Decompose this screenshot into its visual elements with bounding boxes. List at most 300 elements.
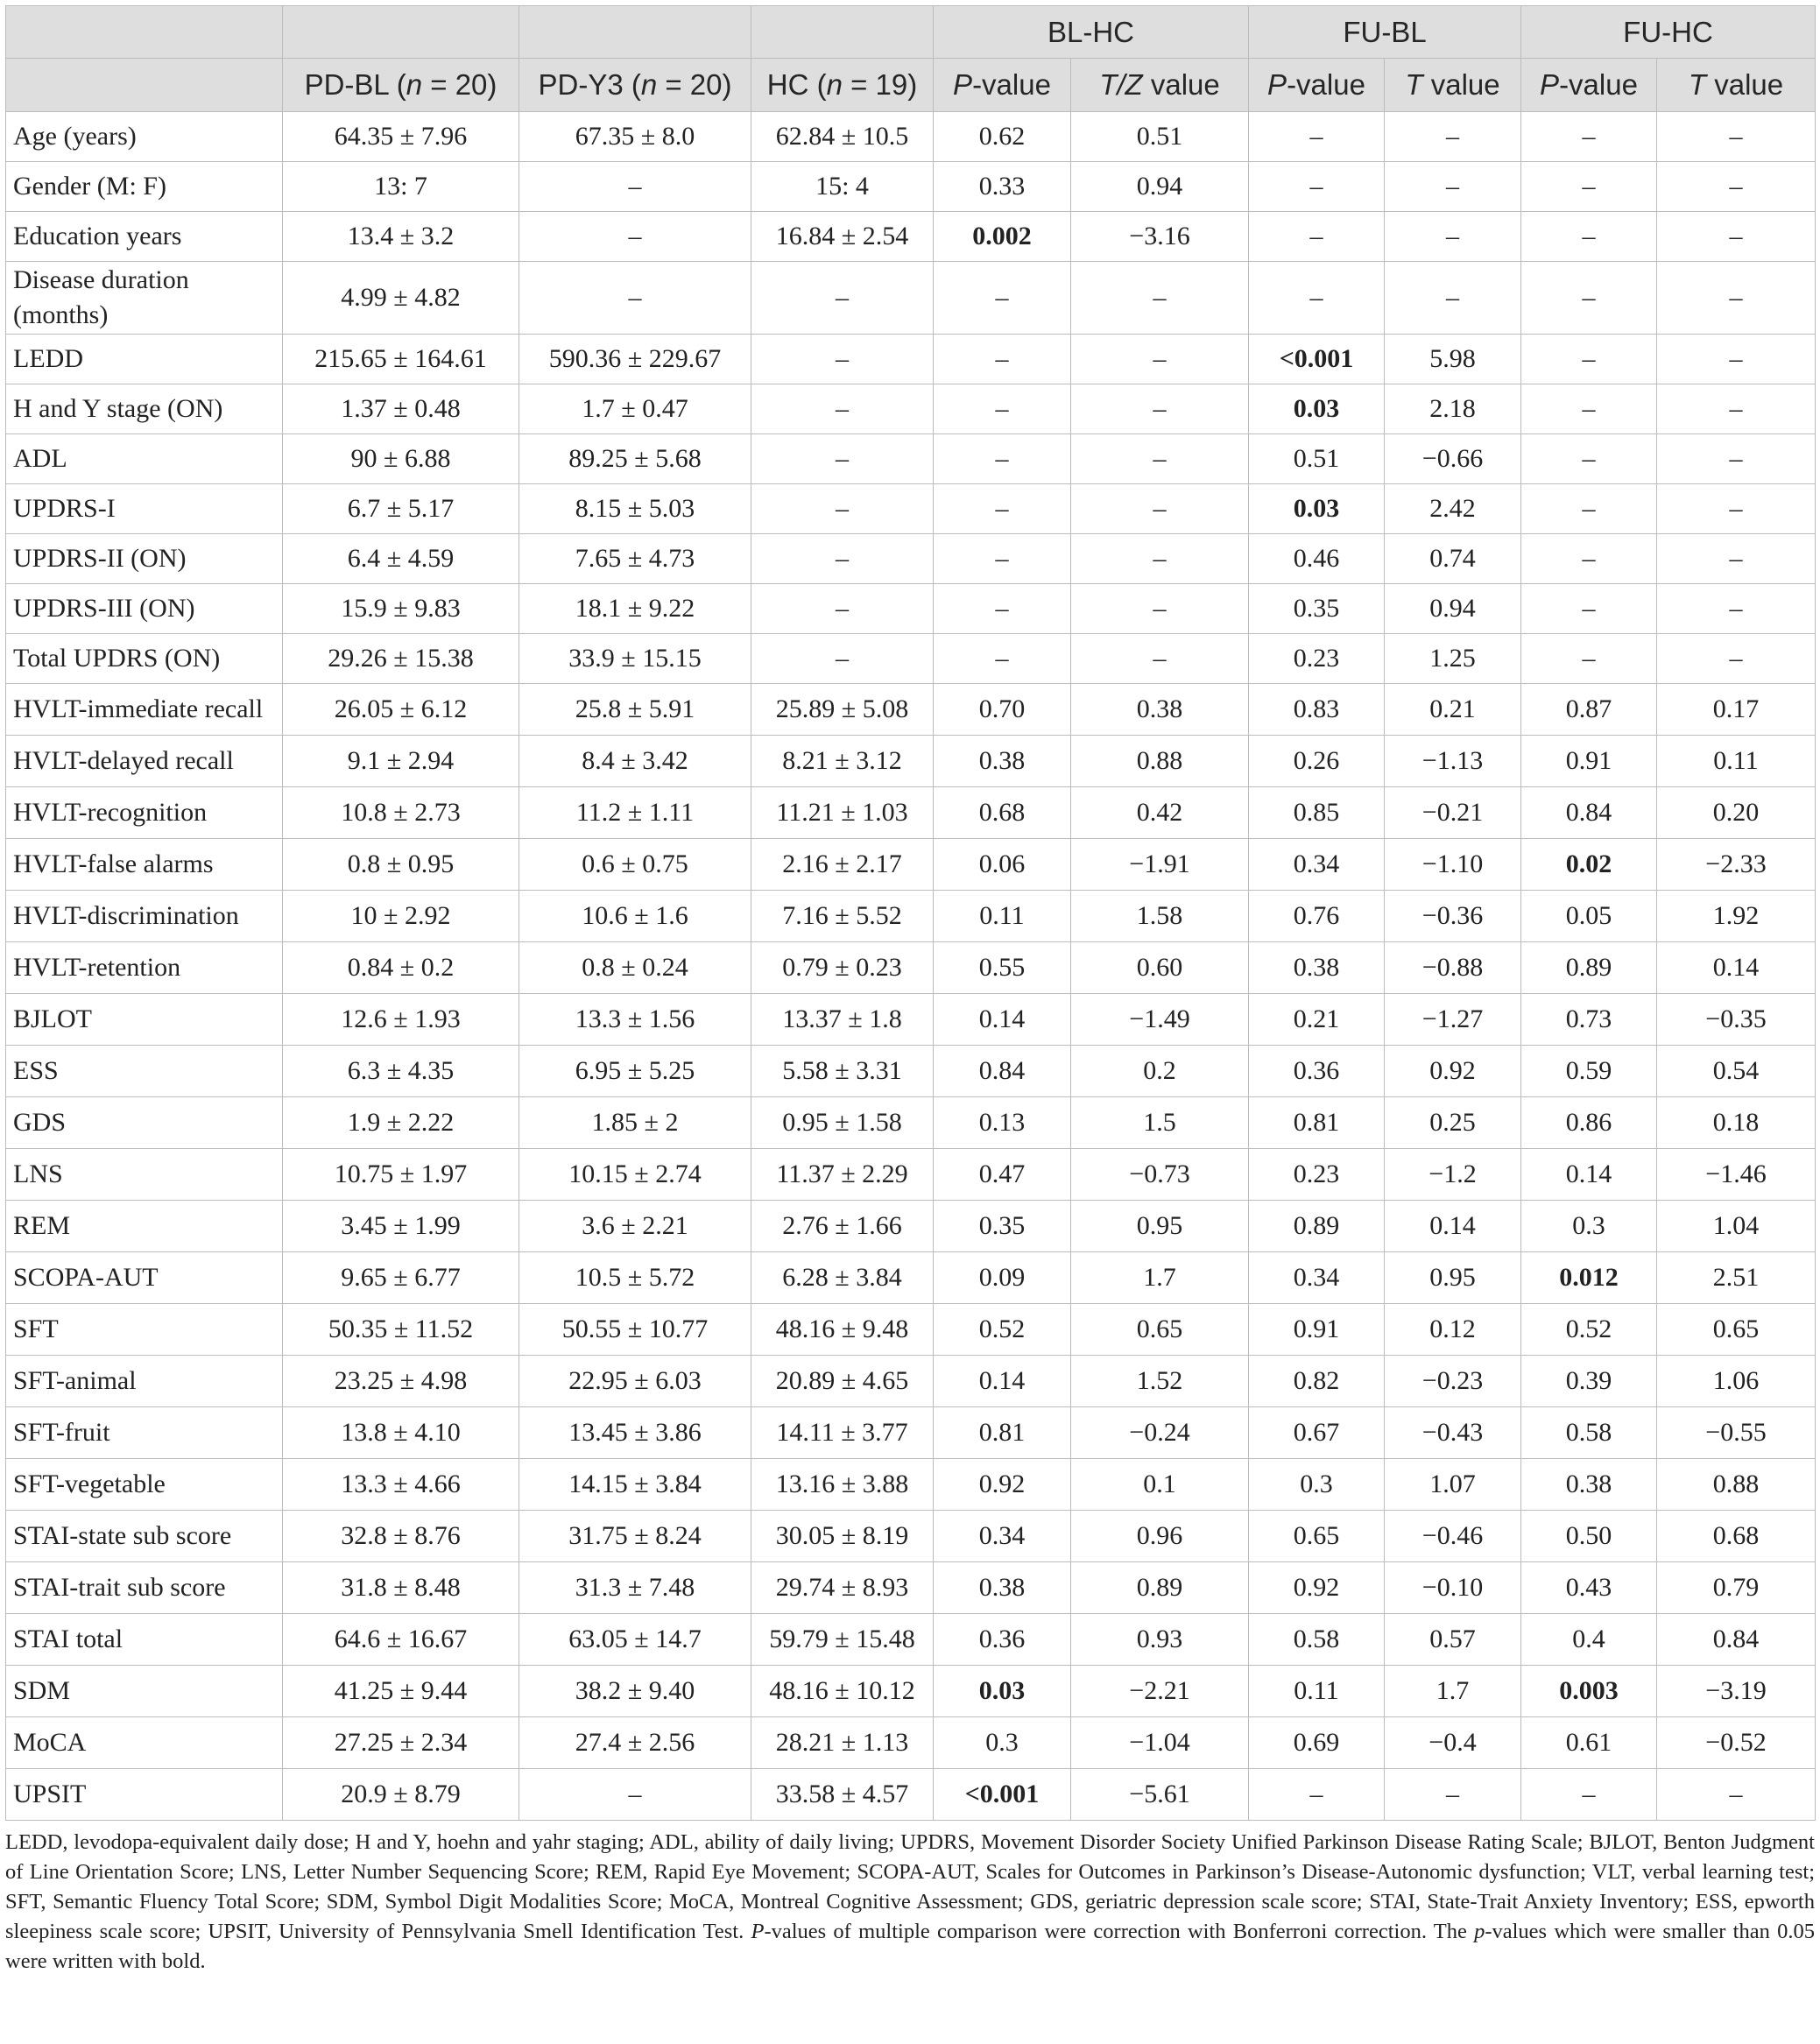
table-cell: 0.03 (1249, 384, 1385, 434)
table-cell: 0.12 (1385, 1304, 1521, 1356)
table-cell: 50.35 ± 11.52 (283, 1304, 519, 1356)
table-cell: 25.89 ± 5.08 (751, 684, 934, 736)
table-cell: 0.3 (1521, 1201, 1657, 1252)
column-header-text: = 19) (842, 68, 918, 101)
table-cell: 0.05 (1521, 891, 1657, 942)
table-cell: 7.65 ± 4.73 (519, 534, 751, 584)
column-header-text: value (1422, 68, 1500, 101)
table-cell: 0.89 (1249, 1201, 1385, 1252)
table-cell: – (1521, 584, 1657, 634)
table-cell: 0.65 (1657, 1304, 1816, 1356)
table-cell: – (1521, 262, 1657, 335)
table-cell: 4.99 ± 4.82 (283, 262, 519, 335)
table-cell: 0.84 ± 0.2 (283, 942, 519, 994)
header-blank-cell (283, 6, 519, 59)
row-label: SCOPA-AUT (6, 1252, 283, 1304)
table-cell: 590.36 ± 229.67 (519, 335, 751, 384)
table-cell: −1.2 (1385, 1149, 1521, 1201)
table-cell: – (1071, 335, 1249, 384)
table-cell: 6.4 ± 4.59 (283, 534, 519, 584)
table-cell: – (934, 335, 1071, 384)
row-label: HVLT-false alarms (6, 839, 283, 891)
row-label: UPDRS-I (6, 484, 283, 534)
table-cell: – (934, 384, 1071, 434)
table-cell: 0.96 (1071, 1511, 1249, 1562)
table-cell: 0.8 ± 0.24 (519, 942, 751, 994)
table-cell: −2.21 (1071, 1666, 1249, 1717)
table-cell: – (1657, 335, 1816, 384)
header-group-fu-bl: FU-BL (1249, 6, 1521, 59)
table-cell: 0.11 (1249, 1666, 1385, 1717)
table-cell: 10.5 ± 5.72 (519, 1252, 751, 1304)
table-cell: 0.14 (1657, 942, 1816, 994)
table-cell: 13.45 ± 3.86 (519, 1407, 751, 1459)
table-cell: 1.04 (1657, 1201, 1816, 1252)
table-cell: 20.9 ± 8.79 (283, 1769, 519, 1821)
table-cell: – (934, 262, 1071, 335)
table-cell: 0.35 (934, 1201, 1071, 1252)
table-cell: – (1071, 384, 1249, 434)
table-row (6, 891, 1816, 942)
table-row (6, 1149, 1816, 1201)
table-cell: – (1657, 434, 1816, 484)
table-cell: 0.76 (1249, 891, 1385, 942)
table-cell: 41.25 ± 9.44 (283, 1666, 519, 1717)
table-cell: 13.37 ± 1.8 (751, 994, 934, 1046)
column-header-text: -value (1559, 68, 1638, 101)
column-header-italic: n (640, 68, 658, 101)
table-cell: 30.05 ± 8.19 (751, 1511, 934, 1562)
table-cell: – (1521, 634, 1657, 684)
footnote-text: -values of multiple comparison were correction with Bonferroni correction. The (764, 1920, 1475, 1943)
table-cell: 2.76 ± 1.66 (751, 1201, 934, 1252)
column-header-italic: n (406, 68, 423, 101)
table-cell: 1.37 ± 0.48 (283, 384, 519, 434)
table-cell: −1.04 (1071, 1717, 1249, 1769)
table-row (6, 942, 1816, 994)
table-cell: −0.66 (1385, 434, 1521, 484)
table-cell: 13.3 ± 1.56 (519, 994, 751, 1046)
table-cell: 0.81 (934, 1407, 1071, 1459)
table-cell: – (1385, 262, 1521, 335)
table-cell: 10.8 ± 2.73 (283, 787, 519, 839)
table-cell: 0.14 (1385, 1201, 1521, 1252)
table-cell: 8.21 ± 3.12 (751, 736, 934, 787)
row-label: Gender (M: F) (6, 162, 283, 212)
column-header (1521, 59, 1657, 112)
table-cell: – (1657, 384, 1816, 434)
table-cell: 0.55 (934, 942, 1071, 994)
table-cell: 6.28 ± 3.84 (751, 1252, 934, 1304)
table-cell: −0.73 (1071, 1149, 1249, 1201)
table-footnote (5, 1828, 1815, 1977)
table-cell: 0.06 (934, 839, 1071, 891)
table-cell: 15.9 ± 9.83 (283, 584, 519, 634)
table-cell: – (934, 634, 1071, 684)
row-label: SFT-animal (6, 1356, 283, 1407)
table-cell: – (1249, 262, 1385, 335)
row-label: ADL (6, 434, 283, 484)
data-table (5, 5, 1816, 1821)
table-cell: – (1521, 162, 1657, 212)
table-cell: – (1071, 434, 1249, 484)
column-header (1385, 59, 1521, 112)
column-header-text: = 20) (422, 68, 497, 101)
table-cell: 0.89 (1071, 1562, 1249, 1614)
table-cell: 2.42 (1385, 484, 1521, 534)
table-container (5, 5, 1815, 1821)
column-header-text: HC ( (766, 68, 827, 101)
table-cell: 64.35 ± 7.96 (283, 112, 519, 162)
table-cell: 0.84 (1521, 787, 1657, 839)
table-cell: 10 ± 2.92 (283, 891, 519, 942)
table-cell: 1.7 (1385, 1666, 1521, 1717)
row-label: HVLT-discrimination (6, 891, 283, 942)
row-label: HVLT-immediate recall (6, 684, 283, 736)
table-cell: 0.95 (1385, 1252, 1521, 1304)
column-header-italic: T (1688, 68, 1707, 101)
table-cell: 0.70 (934, 684, 1071, 736)
table-cell: 38.2 ± 9.40 (519, 1666, 751, 1717)
table-cell: – (1071, 262, 1249, 335)
table-cell: 0.18 (1657, 1097, 1816, 1149)
table-cell: – (1657, 212, 1816, 262)
table-cell: −0.24 (1071, 1407, 1249, 1459)
footnote-text: -values which were smaller than 0.05 were written with bold. (5, 1920, 1815, 1973)
table-cell: −1.27 (1385, 994, 1521, 1046)
table-cell: 9.1 ± 2.94 (283, 736, 519, 787)
table-row (6, 162, 1816, 212)
table-cell: – (1071, 534, 1249, 584)
table-cell: 18.1 ± 9.22 (519, 584, 751, 634)
header-group-fu-hc: FU-HC (1521, 6, 1816, 59)
table-cell: 0.85 (1249, 787, 1385, 839)
column-header-italic: P (1540, 68, 1560, 101)
table-cell: 1.85 ± 2 (519, 1097, 751, 1149)
table-row (6, 1769, 1816, 1821)
table-cell: 1.07 (1385, 1459, 1521, 1511)
table-cell: 0.23 (1249, 1149, 1385, 1201)
column-header-text: value (1706, 68, 1784, 101)
table-cell: 0.13 (934, 1097, 1071, 1149)
table-cell: 0.33 (934, 162, 1071, 212)
table-cell: – (1249, 1769, 1385, 1821)
header-group-row (6, 6, 1816, 59)
column-header-italic: T/Z (1099, 68, 1143, 101)
table-row (6, 1511, 1816, 1562)
table-row (6, 384, 1816, 434)
table-cell: 1.06 (1657, 1356, 1816, 1407)
table-cell: 0.23 (1249, 634, 1385, 684)
table-cell: 63.05 ± 14.7 (519, 1614, 751, 1666)
header-blank-cell (519, 6, 751, 59)
column-header-text: = 20) (657, 68, 732, 101)
table-cell: 0.58 (1249, 1614, 1385, 1666)
table-cell: – (519, 212, 751, 262)
table-cell: – (1657, 112, 1816, 162)
table-cell: 0.43 (1521, 1562, 1657, 1614)
table-cell: 0.59 (1521, 1046, 1657, 1097)
table-cell: 0.11 (1657, 736, 1816, 787)
table-cell: 0.8 ± 0.95 (283, 839, 519, 891)
table-cell: 22.95 ± 6.03 (519, 1356, 751, 1407)
table-cell: 12.6 ± 1.93 (283, 994, 519, 1046)
table-cell: 0.86 (1521, 1097, 1657, 1149)
row-label: UPSIT (6, 1769, 283, 1821)
table-cell: – (1071, 484, 1249, 534)
table-cell: 33.9 ± 15.15 (519, 634, 751, 684)
table-cell: −1.49 (1071, 994, 1249, 1046)
table-cell: −1.13 (1385, 736, 1521, 787)
table-cell: 0.84 (1657, 1614, 1816, 1666)
table-cell: 0.95 ± 1.58 (751, 1097, 934, 1149)
table-cell: 0.38 (934, 736, 1071, 787)
table-cell: – (1385, 162, 1521, 212)
table-cell: 32.8 ± 8.76 (283, 1511, 519, 1562)
table-cell: 0.02 (1521, 839, 1657, 891)
table-cell: 27.4 ± 2.56 (519, 1717, 751, 1769)
table-cell: 13.3 ± 4.66 (283, 1459, 519, 1511)
table-cell: 2.18 (1385, 384, 1521, 434)
table-cell: 67.35 ± 8.0 (519, 112, 751, 162)
table-row (6, 212, 1816, 262)
table-cell: 0.25 (1385, 1097, 1521, 1149)
table-cell: 0.92 (1249, 1562, 1385, 1614)
table-cell: 11.2 ± 1.11 (519, 787, 751, 839)
table-cell: 62.84 ± 10.5 (751, 112, 934, 162)
table-cell: 0.34 (1249, 839, 1385, 891)
table-cell: – (934, 584, 1071, 634)
table-cell: 59.79 ± 15.48 (751, 1614, 934, 1666)
table-cell: 0.3 (1249, 1459, 1385, 1511)
table-cell: 13.16 ± 3.88 (751, 1459, 934, 1511)
table-cell: 13.8 ± 4.10 (283, 1407, 519, 1459)
table-cell: −5.61 (1071, 1769, 1249, 1821)
table-row (6, 584, 1816, 634)
row-label: Total UPDRS (ON) (6, 634, 283, 684)
table-cell: 31.75 ± 8.24 (519, 1511, 751, 1562)
table-cell: <0.001 (934, 1769, 1071, 1821)
table-cell: 31.3 ± 7.48 (519, 1562, 751, 1614)
table-row (6, 1407, 1816, 1459)
table-cell: −0.46 (1385, 1511, 1521, 1562)
table-cell: – (519, 1769, 751, 1821)
table-cell: 0.14 (934, 1356, 1071, 1407)
table-cell: −0.21 (1385, 787, 1521, 839)
table-cell: 0.73 (1521, 994, 1657, 1046)
table-cell: −2.33 (1657, 839, 1816, 891)
table-cell: 0.79 (1657, 1562, 1816, 1614)
column-header (1249, 59, 1385, 112)
table-cell: – (1521, 112, 1657, 162)
table-cell: – (751, 384, 934, 434)
table-cell: 14.15 ± 3.84 (519, 1459, 751, 1511)
row-label: STAI-state sub score (6, 1511, 283, 1562)
row-label: H and Y stage (ON) (6, 384, 283, 434)
table-cell: 1.52 (1071, 1356, 1249, 1407)
table-row (6, 1252, 1816, 1304)
table-cell: 0.61 (1521, 1717, 1657, 1769)
table-cell: 0.21 (1249, 994, 1385, 1046)
table-cell: 0.62 (934, 112, 1071, 162)
table-cell: 27.25 ± 2.34 (283, 1717, 519, 1769)
table-cell: 8.4 ± 3.42 (519, 736, 751, 787)
table-cell: 11.21 ± 1.03 (751, 787, 934, 839)
column-header-italic: n (826, 68, 843, 101)
table-cell: 10.6 ± 1.6 (519, 891, 751, 942)
table-cell: 0.94 (1385, 584, 1521, 634)
table-cell: – (1521, 434, 1657, 484)
table-cell: 0.57 (1385, 1614, 1521, 1666)
table-cell: −1.10 (1385, 839, 1521, 891)
table-cell: 0.46 (1249, 534, 1385, 584)
row-label: SFT (6, 1304, 283, 1356)
table-cell: 0.38 (1249, 942, 1385, 994)
table-cell: 0.69 (1249, 1717, 1385, 1769)
table-cell: 215.65 ± 164.61 (283, 335, 519, 384)
table-cell: −1.46 (1657, 1149, 1816, 1201)
footnote-italic-p: P (751, 1920, 765, 1943)
table-cell: – (1521, 384, 1657, 434)
table-row (6, 634, 1816, 684)
table-cell: – (519, 162, 751, 212)
table-cell: 0.47 (934, 1149, 1071, 1201)
row-label: HVLT-recognition (6, 787, 283, 839)
table-cell: 1.58 (1071, 891, 1249, 942)
row-label: Age (years) (6, 112, 283, 162)
table-cell: 1.92 (1657, 891, 1816, 942)
table-cell: 0.93 (1071, 1614, 1249, 1666)
table-cell: – (934, 484, 1071, 534)
table-cell: 0.35 (1249, 584, 1385, 634)
table-row (6, 994, 1816, 1046)
table-cell: −3.16 (1071, 212, 1249, 262)
table-cell: 0.58 (1521, 1407, 1657, 1459)
table-cell: −0.35 (1657, 994, 1816, 1046)
table-cell: – (1521, 534, 1657, 584)
table-cell: – (1071, 634, 1249, 684)
table-cell: 90 ± 6.88 (283, 434, 519, 484)
table-cell: 23.25 ± 4.98 (283, 1356, 519, 1407)
table-cell: – (751, 262, 934, 335)
table-cell: 0.74 (1385, 534, 1521, 584)
table-cell: 0.60 (1071, 942, 1249, 994)
table-cell: 1.5 (1071, 1097, 1249, 1149)
table-cell: 26.05 ± 6.12 (283, 684, 519, 736)
table-cell: 29.26 ± 15.38 (283, 634, 519, 684)
table-cell: 0.79 ± 0.23 (751, 942, 934, 994)
row-label: SFT-vegetable (6, 1459, 283, 1511)
table-cell: 0.03 (1249, 484, 1385, 534)
row-label: HVLT-retention (6, 942, 283, 994)
table-cell: – (1657, 162, 1816, 212)
table-row (6, 484, 1816, 534)
table-row (6, 1097, 1816, 1149)
table-cell: 11.37 ± 2.29 (751, 1149, 934, 1201)
table-cell: 1.7 ± 0.47 (519, 384, 751, 434)
row-label: REM (6, 1201, 283, 1252)
table-cell: −0.4 (1385, 1717, 1521, 1769)
row-label: Disease duration (months) (6, 262, 283, 335)
table-cell: 15: 4 (751, 162, 934, 212)
table-cell: 0.68 (934, 787, 1071, 839)
table-cell: 50.55 ± 10.77 (519, 1304, 751, 1356)
table-row (6, 684, 1816, 736)
row-label: MoCA (6, 1717, 283, 1769)
table-cell: 0.84 (934, 1046, 1071, 1097)
table-cell: – (751, 634, 934, 684)
column-header-italic: T (1405, 68, 1423, 101)
table-cell: −0.36 (1385, 891, 1521, 942)
table-cell: −0.10 (1385, 1562, 1521, 1614)
footnote-italic-p: p (1474, 1920, 1485, 1943)
table-cell: 0.39 (1521, 1356, 1657, 1407)
table-cell: 0.26 (1249, 736, 1385, 787)
table-cell: 1.25 (1385, 634, 1521, 684)
table-cell: 0.67 (1249, 1407, 1385, 1459)
table-cell: 3.6 ± 2.21 (519, 1201, 751, 1252)
table-cell: – (1385, 112, 1521, 162)
table-cell: – (934, 434, 1071, 484)
row-label: STAI total (6, 1614, 283, 1666)
table-cell: 13.4 ± 3.2 (283, 212, 519, 262)
table-cell: 0.50 (1521, 1511, 1657, 1562)
table-cell: – (1521, 335, 1657, 384)
table-row (6, 534, 1816, 584)
table-cell: – (1071, 584, 1249, 634)
table-cell: 33.58 ± 4.57 (751, 1769, 934, 1821)
table-cell: – (751, 484, 934, 534)
table-cell: 0.2 (1071, 1046, 1249, 1097)
row-label: Education years (6, 212, 283, 262)
table-cell: 0.54 (1657, 1046, 1816, 1097)
header-blank-cell (751, 6, 934, 59)
column-header (751, 59, 934, 112)
table-cell: 0.88 (1071, 736, 1249, 787)
table-cell: 0.95 (1071, 1201, 1249, 1252)
table-cell: 29.74 ± 8.93 (751, 1562, 934, 1614)
table-cell: – (1521, 212, 1657, 262)
table-row (6, 1717, 1816, 1769)
row-label: ESS (6, 1046, 283, 1097)
table-cell: 0.012 (1521, 1252, 1657, 1304)
table-cell: 10.15 ± 2.74 (519, 1149, 751, 1201)
table-cell: −0.55 (1657, 1407, 1816, 1459)
table-row (6, 1201, 1816, 1252)
table-cell: 5.98 (1385, 335, 1521, 384)
table-cell: 0.03 (934, 1666, 1071, 1717)
table-cell: – (1521, 484, 1657, 534)
table-cell: 13: 7 (283, 162, 519, 212)
table-cell: 0.17 (1657, 684, 1816, 736)
table-row (6, 1304, 1816, 1356)
table-cell: 0.20 (1657, 787, 1816, 839)
header-column-row (6, 59, 1816, 112)
column-header-italic: P (1267, 68, 1287, 101)
table-cell: 0.36 (934, 1614, 1071, 1666)
header-group-bl-hc: BL-HC (934, 6, 1249, 59)
table-row (6, 335, 1816, 384)
table-cell: 0.09 (934, 1252, 1071, 1304)
table-cell: 0.003 (1521, 1666, 1657, 1717)
table-cell: – (751, 584, 934, 634)
table-cell: 0.38 (934, 1562, 1071, 1614)
table-cell: 0.83 (1249, 684, 1385, 736)
column-header-text: value (1142, 68, 1220, 101)
table-cell: 0.51 (1249, 434, 1385, 484)
table-cell: – (1249, 112, 1385, 162)
table-cell: 16.84 ± 2.54 (751, 212, 934, 262)
